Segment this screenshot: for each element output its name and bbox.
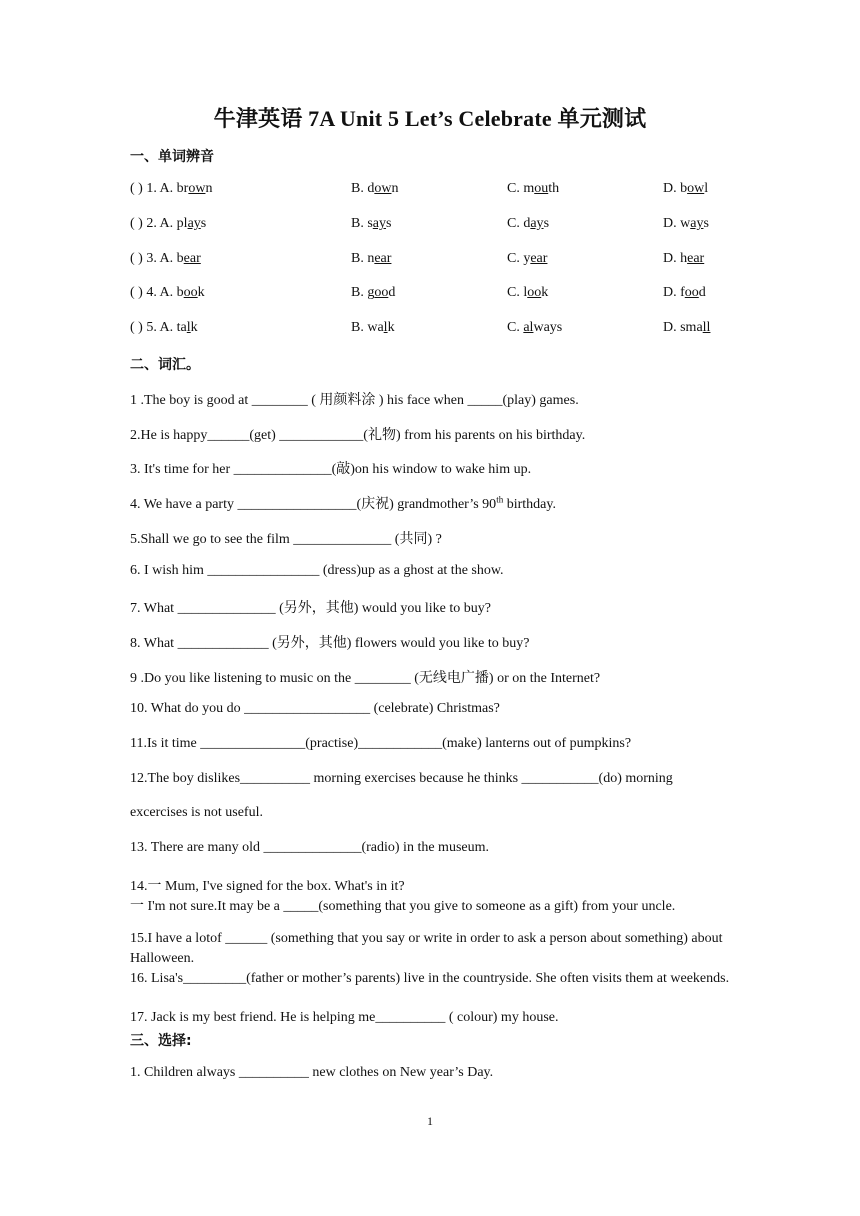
underlined-letters: ear xyxy=(183,251,201,266)
underlined-letters: oo xyxy=(183,285,198,300)
section-heading-pronunciation: 一、单词辨音 xyxy=(130,149,214,165)
option-b: B. says xyxy=(351,216,392,231)
underlined-letters: ou xyxy=(534,181,549,196)
underlined-letters: oo xyxy=(374,285,389,300)
vocab-question-13: 13. There are many old ______________(radio) in the museum. xyxy=(130,840,489,855)
choice-question-1: 1. Children always __________ new clothes on New year’s Day. xyxy=(130,1065,494,1080)
page-number: 1 xyxy=(427,1114,433,1128)
option-b: B. walk xyxy=(351,320,395,335)
pronunciation-question-4 xyxy=(130,285,730,307)
option-c: C. look xyxy=(507,285,549,300)
underlined-letters: l xyxy=(186,320,191,335)
vocab-question-3: 3. It's time for her ______________(敲)on his window to wake him up. xyxy=(130,462,532,477)
option-b: B. near xyxy=(351,251,392,266)
option-d: D. bowl xyxy=(663,181,709,196)
vocab-question-16: 16. Lisa's_________(father or mother’s parents) live in the countryside. She often visits them at weekends. xyxy=(130,971,730,986)
underlined-letters: oo xyxy=(684,285,699,300)
vocab-question-5: 5.Shall we go to see the film ______________ (共同) ? xyxy=(130,532,442,547)
pronunciation-question-3 xyxy=(130,251,730,273)
underlined-letters: ear xyxy=(530,251,548,266)
vocab-question-8: 8. What _____________ (另外，其他) flowers would you like to buy? xyxy=(130,636,530,651)
underlined-letters: ear xyxy=(687,251,705,266)
option-a: ( ) 5. A. talk xyxy=(130,320,198,335)
page-title: 牛津英语 7A Unit 5 Let’s Celebrate 单元测试 xyxy=(213,106,647,131)
pronunciation-question-5 xyxy=(130,320,730,342)
underlined-letters: ay xyxy=(690,216,704,231)
option-c: C. year xyxy=(507,251,548,266)
option-c: C. always xyxy=(507,320,563,335)
vocab-question-4-tail: birthday. xyxy=(503,497,556,512)
underlined-letters: ay xyxy=(372,216,387,231)
option-d: D. small xyxy=(663,320,711,335)
option-b: B. good xyxy=(351,285,396,300)
vocab-question-4-text: 4. We have a party _________________(庆祝) grandmother’s 90 xyxy=(130,497,497,512)
underlined-letters: ow xyxy=(687,181,705,196)
option-c: C. days xyxy=(507,216,550,231)
underlined-letters: al xyxy=(523,320,534,335)
vocab-question-10: 10. What do you do __________________ (celebrate) Christmas? xyxy=(130,701,500,716)
superscript-th: th xyxy=(496,494,504,505)
option-d: D. food xyxy=(663,285,706,300)
vocab-question-12: 12.The boy dislikes__________ morning exercises because he thinks ___________(do) morning xyxy=(130,771,673,786)
vocab-question-15: 15.I have a lotof ______ (something that you say or write in order to ask a person about something) about Halloween. xyxy=(130,931,723,966)
pronunciation-question-2 xyxy=(130,216,730,238)
underlined-letters: ear xyxy=(374,251,392,266)
vocab-question-14-line1: 14.一 Mum, I've signed for the box. What's in it? xyxy=(130,879,405,894)
option-a: ( ) 1. A. brown xyxy=(130,181,213,196)
vocab-question-4 xyxy=(130,493,556,513)
option-d: D. hear xyxy=(663,251,705,266)
vocab-question-14-line2: 一 I'm not sure.It may be a _____(something that you give to someone as a gift) from your uncle. xyxy=(130,899,676,914)
underlined-letters: oo xyxy=(527,285,542,300)
option-d: D. ways xyxy=(663,216,709,231)
section-heading-choice: 三、选择: xyxy=(130,1033,192,1049)
vocab-question-17: 17. Jack is my best friend. He is helping me__________ ( colour) my house. xyxy=(130,1010,559,1025)
option-a: ( ) 4. A. book xyxy=(130,285,205,300)
underlined-letters: ll xyxy=(702,320,711,335)
underlined-letters: ay xyxy=(530,216,544,231)
underlined-letters: ay xyxy=(187,216,201,231)
underlined-letters: ow xyxy=(374,181,392,196)
vocab-question-12-cont: excercises is not useful. xyxy=(130,805,263,820)
section-heading-vocabulary: 二、词汇。 xyxy=(130,357,200,373)
option-b: B. down xyxy=(351,181,399,196)
option-a: ( ) 2. A. plays xyxy=(130,216,207,231)
vocab-question-2: 2.He is happy______(get) ____________(礼物) from his parents on his birthday. xyxy=(130,428,586,443)
vocab-question-9: 9 .Do you like listening to music on the ________ (无线电广播) or on the Internet? xyxy=(130,671,601,686)
option-c: C. mouth xyxy=(507,181,560,196)
vocab-question-1: 1 .The boy is good at ________ ( 用颜料涂 ) his face when _____(play) games. xyxy=(130,393,579,408)
vocab-question-6: 6. I wish him ________________ (dress)up as a ghost at the show. xyxy=(130,563,504,578)
underlined-letters: ow xyxy=(188,181,206,196)
vocab-question-7: 7. What ______________ (另外，其他) would you like to buy? xyxy=(130,601,491,616)
vocab-question-11: 11.Is it time _______________(practise)____________(make) lanterns out of pumpkins? xyxy=(130,736,632,751)
pronunciation-question-1 xyxy=(130,181,730,203)
option-a: ( ) 3. A. bear xyxy=(130,251,201,266)
underlined-letters: l xyxy=(383,320,388,335)
